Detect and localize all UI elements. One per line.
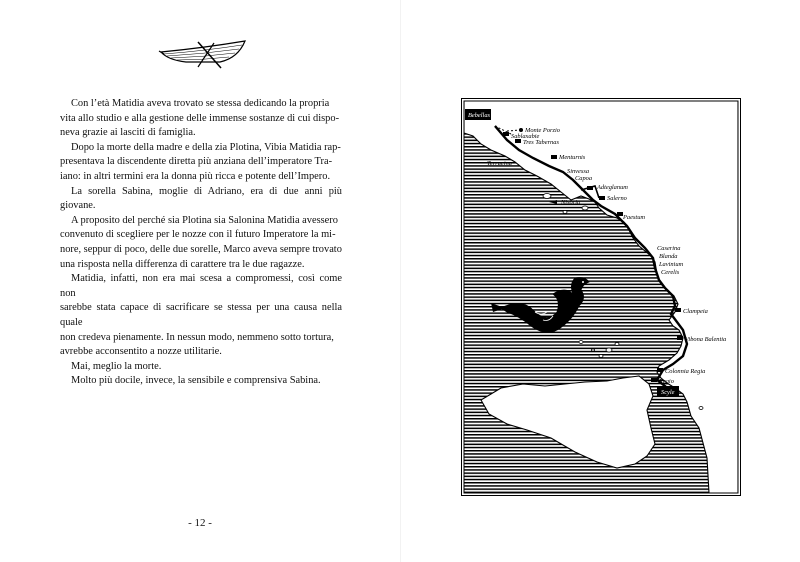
label-bebellas: Bebellas xyxy=(468,112,491,119)
paragraph: Molto più docile, invece, la sensibile e comprensiva Sabina. xyxy=(71,375,321,387)
label-paestum: Paestum xyxy=(623,214,646,221)
page-number: - 12 - xyxy=(188,517,212,529)
label-capoa: Capoa xyxy=(575,175,593,182)
label-regio: Regio xyxy=(659,378,674,385)
label-tres-tabernas: Tres Tabernas xyxy=(523,139,559,146)
label-scyle: Scyle xyxy=(661,389,675,396)
paragraph: Matidia, infatti, non era mai scesa a compromessi, così come non sarebbe stata capace di sacrificare se stessa per una causa nella quale non credeva pienamente. In nessun modo, nemmeno sotto tortura, avrebbe acconsentito a nozze utilitarie. xyxy=(60,273,342,358)
label-nisoria: Nisoria xyxy=(561,199,581,206)
label-cerelis: Cerelis xyxy=(661,269,680,276)
paragraph: Mai, meglio la morte. xyxy=(71,360,162,372)
label-sablaxabie: Sablaxabie xyxy=(511,133,540,140)
spread-divider xyxy=(400,0,401,562)
label-lavinium: Lavinium xyxy=(659,261,684,268)
label-vibona-balentia: Vibona Balentia xyxy=(685,336,727,343)
label-colonnia-regia: Colonnia Regia xyxy=(665,368,706,375)
label-salerno: Salerno xyxy=(607,195,627,202)
body-text xyxy=(60,97,342,389)
paragraph: Con l’età Matidia aveva trovato se stessa dedicando la propria vita allo studio e alla gestione delle immense sostanze di cui dispo- neva grazie ai lasciti di famiglia. xyxy=(60,98,340,139)
label-blanda: Blanda xyxy=(659,253,678,260)
label-terracina: Terracina xyxy=(487,160,512,167)
boat-ornament-icon xyxy=(158,36,248,70)
label-monte-porzio: Monte Porzio xyxy=(525,127,560,134)
paragraph: A proposito del perché sia Plotina sia Salonina Matidia avessero convenuto di scegliere per le nozze con il futuro Imperatore la mi- nore, seppur di poco, delle due sorelle, Marco aveva sempre trovato una risposta nella differenza di carattere tra le due ragazze. xyxy=(60,214,342,270)
label-adteglanum: Adteglanum xyxy=(597,184,628,191)
paragraph: La sorella Sabina, moglie di Adriano, era di due anni più giovane. xyxy=(60,185,342,212)
paragraph: Dopo la morte della madre e della zia Plotina, Vibia Matidia rap- presentava la discendente diretta più anziana dell’imperatore Tra- iano: in altri termini era la donna più ricca e potente dell’Impero. xyxy=(60,141,341,182)
label-menturnis: Menturnis xyxy=(559,154,586,161)
label-caserina: Caserina xyxy=(657,245,681,252)
label-clampeia: Clampeia xyxy=(683,308,708,315)
route-map xyxy=(461,98,741,496)
label-sinvessa: Sinvessa xyxy=(567,168,590,175)
